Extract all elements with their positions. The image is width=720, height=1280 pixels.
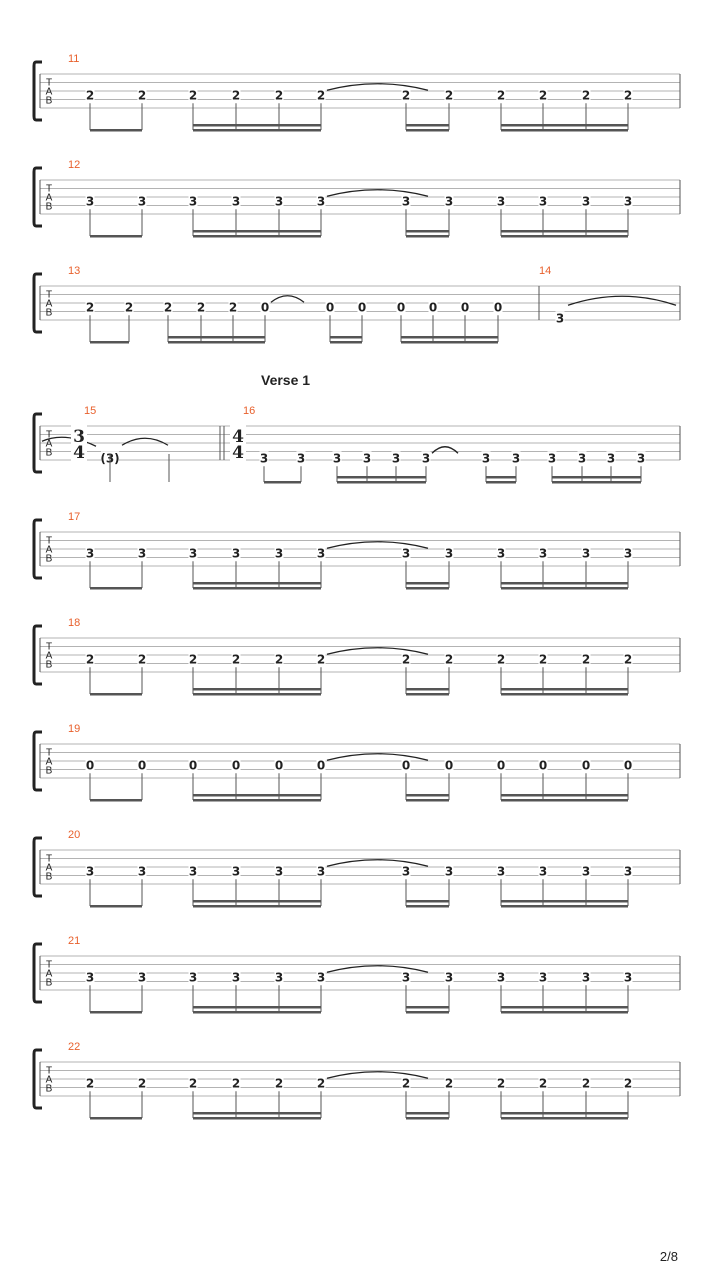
fret-number: 0 <box>357 300 367 315</box>
fret-number: 3 <box>481 451 491 466</box>
beam <box>406 693 449 696</box>
beam <box>406 794 449 797</box>
fret-number: 2 <box>401 1076 411 1091</box>
tab-clef-b: B <box>45 307 53 319</box>
fret-number: 3 <box>137 864 147 879</box>
tab-system <box>34 159 680 238</box>
bar-number: 22 <box>68 1041 81 1053</box>
fret-number: 3 <box>85 546 95 561</box>
fret-number: 2 <box>538 88 548 103</box>
tie-to-next-bar <box>568 296 676 305</box>
tie <box>122 438 168 445</box>
fret-number: 0 <box>137 758 147 773</box>
fret-number: 2 <box>231 88 241 103</box>
tie <box>327 1072 428 1079</box>
beam <box>193 900 321 903</box>
fret-number: 3 <box>316 970 326 985</box>
beam <box>501 1112 628 1115</box>
fret-number: 3 <box>496 970 506 985</box>
tab-system <box>34 1041 680 1120</box>
fret-number: 2 <box>231 652 241 667</box>
fret-number: 2 <box>316 1076 326 1091</box>
beam <box>193 693 321 696</box>
fret-number: 3 <box>547 451 557 466</box>
time-signature-top: 3 <box>73 427 85 447</box>
fret-number: 2 <box>85 652 95 667</box>
bar-number: 20 <box>68 829 81 841</box>
fret-number: 2 <box>196 300 206 315</box>
beam <box>90 341 129 344</box>
beam <box>90 587 142 590</box>
beam <box>406 1006 449 1009</box>
fret-number: 3 <box>401 546 411 561</box>
fret-number: 3 <box>581 194 591 209</box>
fret-number: 0 <box>493 300 503 315</box>
fret-number: 3 <box>188 970 198 985</box>
tab-clef-b: B <box>45 871 53 883</box>
fret-number: 3 <box>316 864 326 879</box>
tab-clef-a: A <box>45 862 53 874</box>
fret-number: 2 <box>538 1076 548 1091</box>
fret-number: 3 <box>296 451 306 466</box>
tie <box>432 447 458 454</box>
fret-number: 2 <box>137 1076 147 1091</box>
fret-number: 3 <box>623 194 633 209</box>
fret-number: 2 <box>444 1076 454 1091</box>
fret-number: 2 <box>401 88 411 103</box>
beam <box>501 1011 628 1014</box>
fret-number: 0 <box>316 758 326 773</box>
tab-clef-t: T <box>45 289 53 301</box>
fret-number: 2 <box>137 652 147 667</box>
beam <box>193 582 321 585</box>
beam <box>501 1117 628 1120</box>
bar-number: 14 <box>539 265 552 277</box>
fret-number: 3 <box>274 194 284 209</box>
tab-clef-t: T <box>45 1065 53 1077</box>
fret-number: 2 <box>444 652 454 667</box>
beam <box>193 1011 321 1014</box>
tab-clef-b: B <box>45 659 53 671</box>
beam <box>406 587 449 590</box>
fret-number: 3 <box>85 970 95 985</box>
tab-clef-t: T <box>45 959 53 971</box>
beam <box>330 341 362 344</box>
fret-number: 2 <box>137 88 147 103</box>
tab-clef-b: B <box>45 95 53 107</box>
beam <box>337 476 426 479</box>
tie <box>327 84 428 91</box>
tab-system <box>34 265 680 344</box>
fret-number: 2 <box>188 88 198 103</box>
tab-system <box>34 511 680 590</box>
fret-number: 2 <box>85 88 95 103</box>
fret-number: 2 <box>188 1076 198 1091</box>
section-label: Verse 1 <box>261 372 311 388</box>
beam <box>552 481 641 484</box>
beam <box>193 230 321 233</box>
fret-number: 0 <box>85 758 95 773</box>
fret-number: 3 <box>85 194 95 209</box>
fret-number: 0 <box>325 300 335 315</box>
fret-number: (3) <box>100 451 120 466</box>
beam <box>193 1117 321 1120</box>
fret-number: 0 <box>460 300 470 315</box>
fret-number: 3 <box>581 970 591 985</box>
beam <box>401 341 498 344</box>
fret-number: 2 <box>581 652 591 667</box>
tab-clef-a: A <box>45 86 53 98</box>
tab-system <box>34 53 680 132</box>
tab-clef-t: T <box>45 853 53 865</box>
beam <box>501 1006 628 1009</box>
beam <box>406 230 449 233</box>
beam <box>90 905 142 908</box>
fret-number: 3 <box>188 194 198 209</box>
fret-number: 3 <box>274 546 284 561</box>
fret-number: 3 <box>444 864 454 879</box>
fret-number: 3 <box>274 864 284 879</box>
bar-number: 21 <box>68 935 81 947</box>
fret-number: 3 <box>401 194 411 209</box>
fret-number: 2 <box>316 88 326 103</box>
beam <box>193 905 321 908</box>
fret-number: 3 <box>231 546 241 561</box>
tab-clef-t: T <box>45 747 53 759</box>
tab-clef-b: B <box>45 977 53 989</box>
tab-clef-t: T <box>45 429 53 441</box>
fret-number: 2 <box>496 652 506 667</box>
beam <box>193 794 321 797</box>
tab-clef-a: A <box>45 192 53 204</box>
beam <box>193 1006 321 1009</box>
bar-number: 17 <box>68 511 81 523</box>
bar-number: 15 <box>84 405 97 417</box>
beam <box>193 688 321 691</box>
beam <box>168 336 265 339</box>
beam <box>501 905 628 908</box>
fret-number: 3 <box>231 970 241 985</box>
fret-number: 3 <box>231 864 241 879</box>
fret-number: 2 <box>538 652 548 667</box>
tie <box>327 542 428 549</box>
fret-number: 3 <box>538 546 548 561</box>
beam <box>90 129 142 132</box>
beam <box>501 688 628 691</box>
page-number: 2/8 <box>659 1249 678 1264</box>
tab-clef-b: B <box>45 447 53 459</box>
tab-clef-b: B <box>45 765 53 777</box>
fret-number: 3 <box>401 970 411 985</box>
beam <box>501 587 628 590</box>
fret-number: 2 <box>581 88 591 103</box>
beam <box>90 235 142 238</box>
beam <box>168 341 265 344</box>
beam <box>193 129 321 132</box>
fret-number: 0 <box>428 300 438 315</box>
fret-number: 2 <box>623 88 633 103</box>
beam <box>406 1117 449 1120</box>
tab-clef-t: T <box>45 535 53 547</box>
beam <box>406 905 449 908</box>
fret-number: 3 <box>444 546 454 561</box>
beam <box>486 476 516 479</box>
beam <box>501 124 628 127</box>
fret-number: 3 <box>444 194 454 209</box>
fret-number: 3 <box>188 546 198 561</box>
fret-number: 3 <box>555 311 565 326</box>
beam <box>501 129 628 132</box>
tab-system <box>34 617 680 696</box>
fret-number: 3 <box>538 194 548 209</box>
fret-number: 2 <box>274 1076 284 1091</box>
fret-number: 3 <box>496 546 506 561</box>
tie <box>327 648 428 655</box>
fret-number: 2 <box>188 652 198 667</box>
tab-clef-a: A <box>45 968 53 980</box>
beam <box>501 582 628 585</box>
time-signature-bottom: 4 <box>73 443 85 463</box>
fret-number: 0 <box>396 300 406 315</box>
fret-number: 0 <box>623 758 633 773</box>
fret-number: 3 <box>636 451 646 466</box>
tab-clef-b: B <box>45 201 53 213</box>
fret-number: 3 <box>581 546 591 561</box>
tab-system <box>34 723 680 802</box>
beam <box>501 799 628 802</box>
beam <box>552 476 641 479</box>
fret-number: 3 <box>401 864 411 879</box>
fret-number: 3 <box>188 864 198 879</box>
beam <box>406 129 449 132</box>
bar-number: 11 <box>68 53 80 65</box>
tab-clef-a: A <box>45 438 53 450</box>
beam <box>264 481 301 484</box>
fret-number: 2 <box>85 300 95 315</box>
tab-clef-a: A <box>45 544 53 556</box>
fret-number: 3 <box>606 451 616 466</box>
beam <box>406 900 449 903</box>
beam <box>193 799 321 802</box>
fret-number: 2 <box>496 1076 506 1091</box>
fret-number: 2 <box>85 1076 95 1091</box>
beam <box>501 794 628 797</box>
beam <box>193 587 321 590</box>
fret-number: 3 <box>444 970 454 985</box>
tab-clef-a: A <box>45 298 53 310</box>
bar-number: 19 <box>68 723 81 735</box>
fret-number: 3 <box>511 451 521 466</box>
fret-number: 3 <box>496 194 506 209</box>
tab-system <box>34 372 680 484</box>
fret-number: 2 <box>228 300 238 315</box>
tab-clef-a: A <box>45 1074 53 1086</box>
time-signature-bottom: 4 <box>232 443 244 463</box>
fret-number: 3 <box>137 546 147 561</box>
fret-number: 0 <box>581 758 591 773</box>
fret-number: 0 <box>188 758 198 773</box>
fret-number: 3 <box>538 864 548 879</box>
beam <box>406 688 449 691</box>
fret-number: 0 <box>274 758 284 773</box>
fret-number: 3 <box>316 194 326 209</box>
beam <box>406 1112 449 1115</box>
fret-number: 3 <box>421 451 431 466</box>
beam <box>486 481 516 484</box>
fret-number: 3 <box>362 451 372 466</box>
bar-number: 13 <box>68 265 81 277</box>
bar-number: 12 <box>68 159 81 171</box>
tie <box>271 296 304 303</box>
beam <box>90 1011 142 1014</box>
fret-number: 2 <box>231 1076 241 1091</box>
fret-number: 3 <box>391 451 401 466</box>
fret-number: 0 <box>496 758 506 773</box>
beam <box>406 799 449 802</box>
fret-number: 3 <box>623 970 633 985</box>
fret-number: 2 <box>274 652 284 667</box>
fret-number: 3 <box>259 451 269 466</box>
fret-number: 0 <box>444 758 454 773</box>
fret-number: 3 <box>231 194 241 209</box>
fret-number: 2 <box>496 88 506 103</box>
tie <box>327 190 428 197</box>
beam <box>337 481 426 484</box>
fret-number: 3 <box>623 546 633 561</box>
beam <box>501 230 628 233</box>
beam <box>501 235 628 238</box>
beam <box>401 336 498 339</box>
fret-number: 0 <box>231 758 241 773</box>
fret-number: 3 <box>577 451 587 466</box>
fret-number: 3 <box>316 546 326 561</box>
bar-number: 16 <box>243 405 256 417</box>
fret-number: 0 <box>538 758 548 773</box>
beam <box>501 900 628 903</box>
tab-clef-b: B <box>45 1083 53 1095</box>
tab-clef-a: A <box>45 650 53 662</box>
fret-number: 3 <box>332 451 342 466</box>
tab-clef-a: A <box>45 756 53 768</box>
fret-number: 2 <box>124 300 134 315</box>
tab-clef-b: B <box>45 553 53 565</box>
fret-number: 3 <box>538 970 548 985</box>
fret-number: 2 <box>623 652 633 667</box>
fret-number: 2 <box>401 652 411 667</box>
beam <box>406 582 449 585</box>
fret-number: 3 <box>137 970 147 985</box>
bar-number: 18 <box>68 617 81 629</box>
fret-number: 3 <box>85 864 95 879</box>
fret-number: 3 <box>496 864 506 879</box>
tab-clef-t: T <box>45 641 53 653</box>
beam <box>90 1117 142 1120</box>
beam <box>406 235 449 238</box>
beam <box>501 693 628 696</box>
beam <box>90 799 142 802</box>
tab-clef-t: T <box>45 183 53 195</box>
tie <box>327 966 428 973</box>
beam <box>90 693 142 696</box>
time-signature-top: 4 <box>232 427 244 447</box>
beam <box>330 336 362 339</box>
fret-number: 2 <box>444 88 454 103</box>
beam <box>193 235 321 238</box>
fret-number: 2 <box>274 88 284 103</box>
fret-number: 0 <box>401 758 411 773</box>
fret-number: 2 <box>623 1076 633 1091</box>
fret-number: 2 <box>163 300 173 315</box>
beam <box>193 1112 321 1115</box>
fret-number: 3 <box>623 864 633 879</box>
fret-number: 3 <box>137 194 147 209</box>
beam <box>406 1011 449 1014</box>
beam <box>406 124 449 127</box>
tab-system <box>34 935 680 1014</box>
tie <box>327 754 428 761</box>
tab-clef-t: T <box>45 77 53 89</box>
fret-number: 0 <box>260 300 270 315</box>
fret-number: 2 <box>581 1076 591 1091</box>
beam <box>193 124 321 127</box>
fret-number: 3 <box>581 864 591 879</box>
fret-number: 2 <box>316 652 326 667</box>
tab-system <box>34 829 680 908</box>
tie <box>327 860 428 867</box>
fret-number: 3 <box>274 970 284 985</box>
